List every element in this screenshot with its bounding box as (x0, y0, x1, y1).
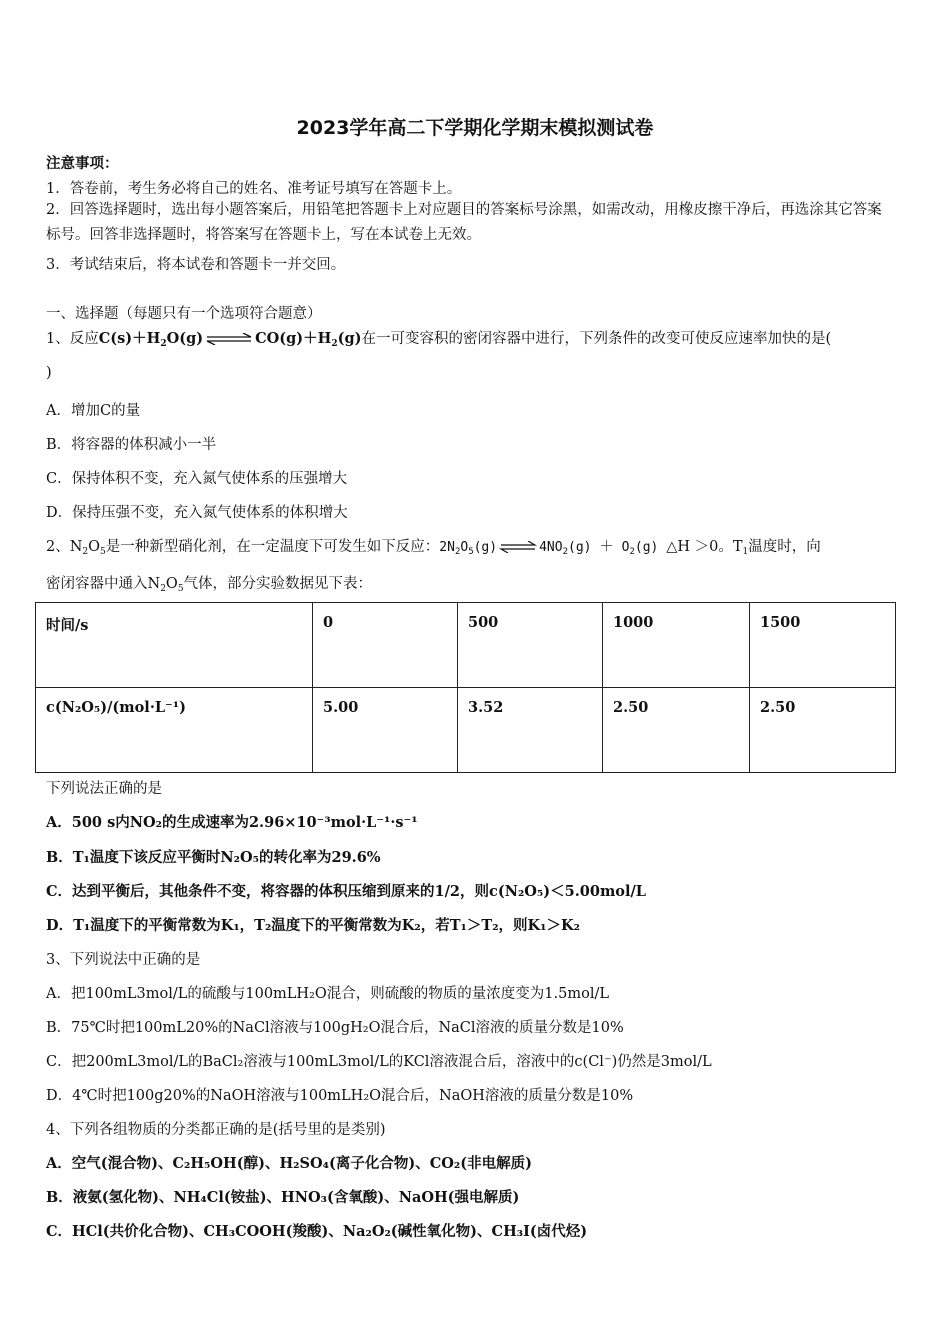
table-header-cell: 1000 (603, 603, 750, 688)
q1-stem (46, 327, 831, 349)
table-header-cell: 500 (458, 603, 603, 688)
q2-stem-tail: 温度时，向 (748, 539, 821, 555)
q2-n2o5-2: $N_2O_5$ (147, 576, 184, 594)
q2-option-a: A．500 s内NO₂的生成速率为2.96×10⁻³mol·L⁻¹·s⁻¹ (46, 814, 418, 831)
q1-reactants: $C(s)+H_2O(g)$ (98, 330, 204, 349)
table-cell: 3.52 (458, 688, 603, 773)
q2-option-d: D．T₁温度下的平衡常数为K₁，T₂温度下的平衡常数为K₂，若T₁＞T₂，则K₁＞K₂ (46, 917, 580, 934)
table-cell: 2.50 (603, 688, 750, 773)
table-header-cell: 0 (313, 603, 458, 688)
table-row (36, 603, 896, 688)
q3-option-d: D．4℃时把100g20%的NaOH溶液与100mLH₂O混合后，NaOH溶液的质量分数是10% (46, 1088, 634, 1104)
q2-t1: $T_1$ (732, 539, 749, 557)
q2-lead: 下列说法正确的是 (46, 781, 162, 797)
q1-option-a: A．增加C的量 (46, 403, 141, 419)
q2-reactant: $2N_2O_5(g)$ (439, 540, 498, 557)
q2-enthalpy: △H ＞0。 (666, 539, 733, 555)
q2-stem-line-2b: 气体，部分实验数据见下表： (183, 576, 373, 592)
q3-option-c: C．把200mL3mol/L的BaCl₂溶液与100mL3mol/L的KCl溶液混合后，溶液中的c(Cl⁻)仍然是3mol/L (46, 1054, 712, 1070)
table-row (36, 688, 896, 773)
table-header-cell: 时间/s (36, 603, 313, 688)
q2-product-2: $O_2(g)$ (613, 540, 667, 557)
equilibrium-arrow-icon (499, 541, 537, 553)
page-title: 2023学年高二下学期化学期末模拟测试卷 (296, 117, 654, 139)
table-cell: 2.50 (750, 688, 896, 773)
equilibrium-arrow-icon (205, 333, 253, 345)
table-row-label: c(N₂O₅)/(mol·L⁻¹) (36, 688, 313, 773)
section-heading: 一、选择题（每题只有一个选项符合题意） (46, 306, 322, 322)
q2-number: 2、 (46, 539, 70, 555)
q1-close: ) (46, 365, 52, 381)
q2-option-c: C．达到平衡后，其他条件不变，将容器的体积压缩到原来的1/2，则c(N₂O₅)＜5.00mol/L (46, 883, 646, 900)
q2-stem-line-2a: 密闭容器中通入 (46, 576, 148, 592)
q4-option-b: B．液氨(氢化物)、NH₄Cl(铵盐)、HNO₃(含氧酸)、NaOH(强电解质) (46, 1189, 520, 1206)
q3-stem: 3、下列说法中正确的是 (46, 952, 201, 968)
q2-product-1: $4NO_2(g)$ (539, 540, 600, 557)
q4-stem: 4、下列各组物质的分类都正确的是(括号里的是类别) (46, 1122, 386, 1138)
q1-products: $CO(g)+H_2(g)$ (255, 330, 362, 349)
q2-plus: ＋ (599, 539, 614, 555)
notice-item-2: 2．回答选择题时，选出每小题答案后，用铅笔把答题卡上对应题目的答案标号涂黑，如需改动，用橡皮擦干净后，再选涂其它答案标号。回答非选择题时，将答案写在答题卡上，写在本试卷上无效。 (46, 202, 882, 243)
q1-option-b: B．将容器的体积减小一半 (46, 437, 217, 453)
q2-stem-line-2 (46, 572, 372, 594)
table-header-cell: 1500 (750, 603, 896, 688)
q1-number: 1、反应 (46, 331, 99, 347)
table-cell: 5.00 (313, 688, 458, 773)
q1-option-c: C．保持体积不变，充入氮气使体系的压强增大 (46, 471, 348, 487)
notice-item-3: 3．考试结束后，将本试卷和答题卡一并交回。 (46, 257, 346, 273)
notice-item-1: 1．答卷前，考生务必将自己的姓名、准考证号填写在答题卡上。 (46, 181, 462, 197)
q1-option-d: D．保持压强不变，充入氮气使体系的体积增大 (46, 505, 348, 521)
q2-n2o5: $N_2O_5$ (69, 539, 106, 557)
q4-option-c: C．HCl(共价化合物)、CH₃COOH(羧酸)、Na₂O₂(碱性氧化物)、CH₃I(卤代烃) (46, 1223, 588, 1240)
q3-option-b: B．75℃时把100mL20%的NaCl溶液与100gH₂O混合后，NaCl溶液的质量分数是10% (46, 1020, 624, 1036)
q3-option-a: A．把100mL3mol/L的硫酸与100mLH₂O混合，则硫酸的物质的量浓度变为1.5mol/L (46, 986, 609, 1002)
q2-stem-line-1 (46, 535, 821, 557)
q1-tail: 在一可变容积的密闭容器中进行，下列条件的改变可使反应速率加快的是( (361, 331, 832, 347)
q2-option-b: B．T₁温度下该反应平衡时N₂O₅的转化率为29.6% (46, 849, 381, 866)
data-table (35, 602, 896, 773)
q4-option-a: A．空气(混合物)、C₂H₅OH(醇)、H₂SO₄(离子化合物)、CO₂(非电解质) (46, 1155, 532, 1172)
notice-heading: 注意事项： (46, 155, 119, 172)
q2-stem-text: 是一种新型硝化剂，在一定温度下可发生如下反应： (105, 539, 440, 555)
